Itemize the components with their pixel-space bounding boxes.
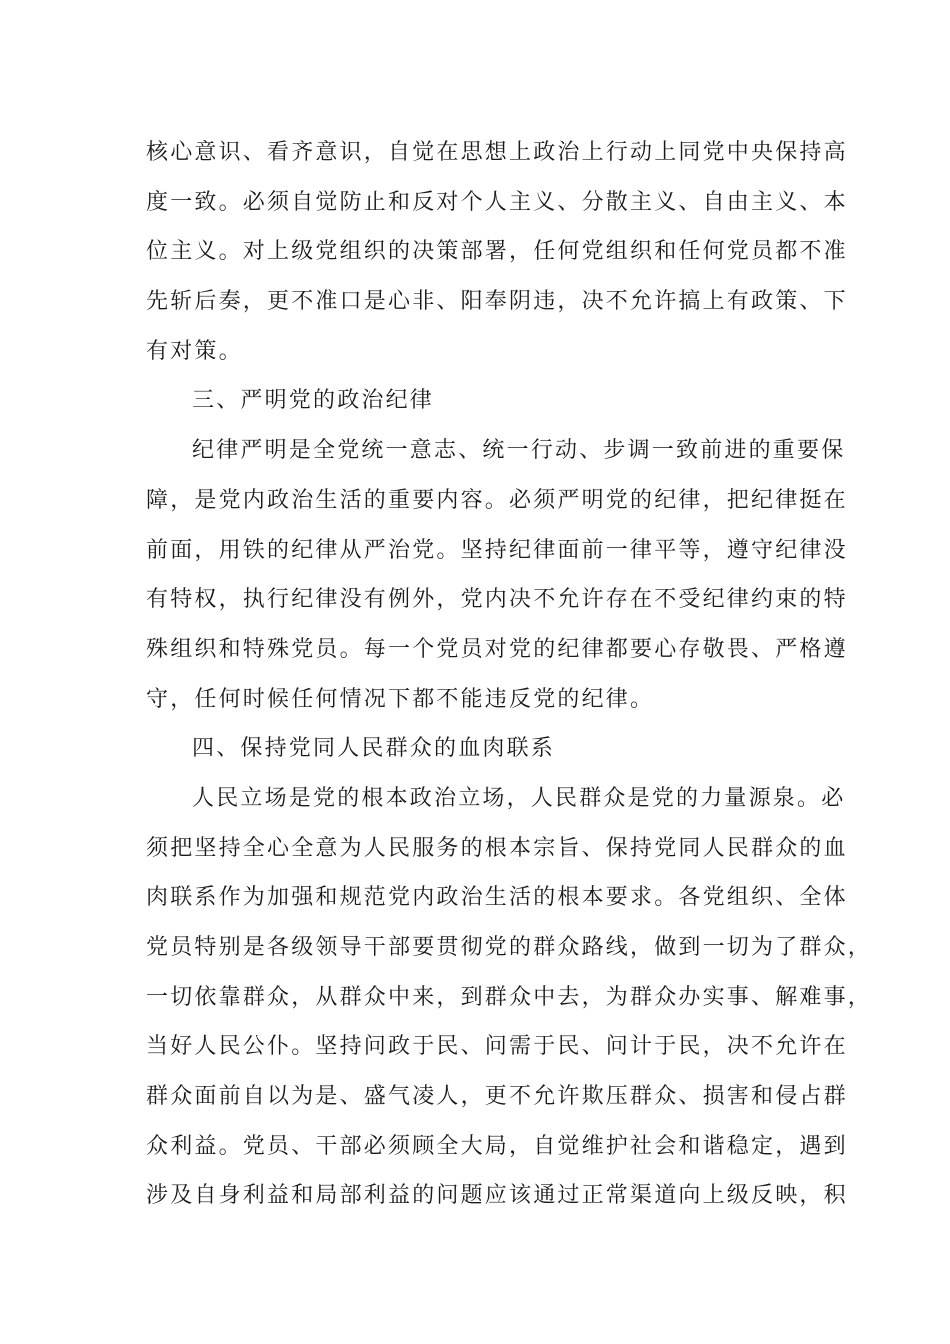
text-line: 当好人民公仆。坚持问政于民、问需于民、问计于民，决不允许在 xyxy=(146,1034,848,1060)
text-line: 守，任何时候任何情况下都不能违反党的纪律。 xyxy=(146,686,655,712)
text-line: 前面，用铁的纪律从严治党。坚持纪律面前一律平等，遵守纪律没 xyxy=(146,537,848,563)
paragraph-first-line: 纪律严明是全党统一意志、统一行动、步调一致前进的重要保 xyxy=(192,438,846,464)
paragraph-first-line: 三、严明党的政治纪律 xyxy=(192,388,435,414)
paragraph-first-line: 四、保持党同人民群众的血肉联系 xyxy=(192,736,556,762)
text-line: 度一致。必须自觉防止和反对个人主义、分散主义、自由主义、本 xyxy=(146,189,848,215)
text-line: 位主义。对上级党组织的决策部署，任何党组织和任何党员都不准 xyxy=(146,239,848,265)
text-line: 有特权，执行纪律没有例外，党内决不允许存在不受纪律约束的特 xyxy=(146,587,848,613)
text-line: 肉联系作为加强和规范党内政治生活的根本要求。各党组织、全体 xyxy=(146,885,848,911)
text-line: 殊组织和特殊党员。每一个党员对党的纪律都要心存敬畏、严格遵 xyxy=(146,636,848,662)
paragraph-first-line: 人民立场是党的根本政治立场，人民群众是党的力量源泉。必 xyxy=(192,785,846,811)
text-line: 先斩后奏，更不准口是心非、阳奉阴违，决不允许搞上有政策、下 xyxy=(146,289,848,315)
text-line: 众利益。党员、干部必须顾全大局，自觉维护社会和谐稳定，遇到 xyxy=(146,1133,848,1159)
text-line: 群众面前自以为是、盛气凌人，更不允许欺压群众、损害和侵占群 xyxy=(146,1084,848,1110)
text-line: 一切依靠群众，从群众中来，到群众中去，为群众办实事、解难事， xyxy=(146,984,873,1010)
text-line: 障，是党内政治生活的重要内容。必须严明党的纪律，把纪律挺在 xyxy=(146,487,848,513)
document-body xyxy=(146,128,873,1221)
text-line: 须把坚持全心全意为人民服务的根本宗旨、保持党同人民群众的血 xyxy=(146,835,848,861)
text-line: 核心意识、看齐意识，自觉在思想上政治上行动上同党中央保持高 xyxy=(146,140,848,165)
text-line: 党员特别是各级领导干部要贯彻党的群众路线，做到一切为了群众， xyxy=(146,935,873,960)
text-line: 有对策。 xyxy=(146,338,243,364)
text-line: 涉及自身利益和局部利益的问题应该通过正常渠道向上级反映，积 xyxy=(146,1183,848,1209)
